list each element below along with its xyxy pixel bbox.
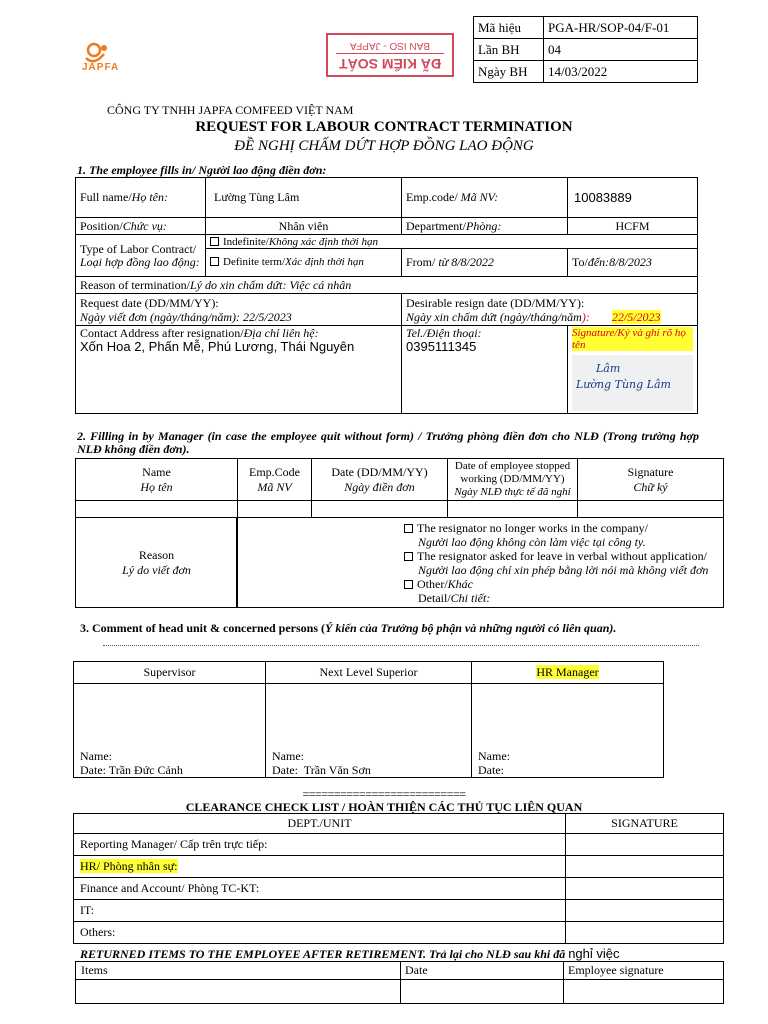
resign-date-text: Ngày xin chấm dứt (ngày/tháng/năm <box>406 309 582 324</box>
dept-unit-header: DEPT./UNIT <box>74 814 566 834</box>
address-value: Xốn Hoa 2, Phấn Mễ, Phú Lương, Thái Nguyên <box>80 339 355 354</box>
clearance-header-row <box>74 814 724 834</box>
signature-field <box>568 326 698 414</box>
indefinite-option <box>206 235 698 249</box>
docinfo-value: 04 <box>544 39 698 61</box>
docinfo-label: Lần BH <box>474 39 544 61</box>
department-label <box>402 218 568 235</box>
supervisor-header: Supervisor <box>74 662 266 684</box>
items-header: Items <box>76 962 401 980</box>
col-signature-en: Signature <box>627 464 674 479</box>
next-superior-date-label: Date: <box>272 763 298 777</box>
clearance-dept-label: IT: <box>74 900 566 922</box>
reason-title-en: Reason <box>138 547 175 562</box>
next-superior-name-value: Trần Văn Sơn <box>303 763 371 777</box>
option-other <box>404 577 723 591</box>
position-label-vi: Chức vụ: <box>122 218 167 233</box>
address-field <box>76 326 402 414</box>
docinfo-value: 14/03/2022 <box>544 61 698 83</box>
empcode-label-en: Emp.code/ <box>406 190 458 204</box>
clearance-dept-label: Others: <box>74 922 566 944</box>
col-empcode-en: Emp.Code <box>249 464 300 479</box>
col-stopped-date <box>448 459 578 501</box>
section-1-heading: 1. The employee fills in/ Người lao động điền đơn: <box>77 163 327 177</box>
address-row <box>76 326 698 414</box>
resign-date-label: Desirable resign date (DD/MM/YY): <box>406 295 585 310</box>
reason-options-row <box>76 518 724 608</box>
returned-empty-row <box>76 980 724 1004</box>
indefinite-label-vi: Không xác định thời hạn <box>268 235 378 248</box>
clearance-dept-label <box>74 856 566 878</box>
control-stamp <box>326 33 454 77</box>
definite-label-en: Definite term/ <box>223 256 286 268</box>
date-cell[interactable] <box>401 980 564 1004</box>
resign-date-text-end: ): <box>581 309 590 324</box>
returned-heading-text: RETURNED ITEMS TO THE EMPLOYEE AFTER RETIREMENT. Trả lại cho NLĐ sau khi đã <box>80 947 566 961</box>
resign-date-line <box>406 310 697 324</box>
clearance-row <box>74 900 724 922</box>
next-superior-date-line <box>272 763 471 777</box>
contract-type-row <box>76 235 698 249</box>
logo-text: JAPFA <box>82 62 120 73</box>
fullname-label-en: Full name/ <box>80 190 132 204</box>
tel-field <box>402 326 568 414</box>
manager-empcode-cell[interactable] <box>238 501 312 518</box>
supervisor-date-label: Date: <box>80 763 106 777</box>
request-date-field <box>76 294 402 326</box>
position-label <box>76 218 206 235</box>
section-2-heading: 2. Filling in by Manager (in case the employee quit without form) / Trưởng phòng điền đơn cho NLĐ (Trong trường hợp NLĐ không điền đơn). <box>77 429 699 456</box>
clearance-sign-cell[interactable] <box>566 834 724 856</box>
reason-label: Reason of termination/ <box>80 277 190 292</box>
option-other-label-en: Other/ <box>417 576 448 591</box>
col-empcode <box>238 459 312 501</box>
next-superior-header: Next Level Superior <box>266 662 472 684</box>
hr-manager-sign-area[interactable] <box>472 684 664 748</box>
empcode-label <box>402 178 568 218</box>
to-label: To/ <box>572 255 588 269</box>
separator-line: ========================== <box>302 787 466 801</box>
reason-cell <box>76 518 238 608</box>
manager-signature-cell[interactable] <box>578 501 724 518</box>
clearance-sign-cell[interactable] <box>566 922 724 944</box>
title-vi: ĐỀ NGHỊ CHẤM DỨT HỢP ĐỒNG LAO ĐỘNG <box>234 138 534 154</box>
manager-fill-table <box>75 458 724 608</box>
reason-title-vi: Lý do viết đơn <box>122 562 191 577</box>
hr-manager-header <box>472 662 664 684</box>
col-empcode-vi: Mã NV <box>257 479 292 494</box>
from-date <box>402 249 568 277</box>
stamp-line-2: BAN ISO - JAPFA <box>336 40 444 54</box>
from-label: From/ <box>406 255 436 269</box>
option-2-label-en: The resignator asked for leave in verbal without application/ <box>417 548 707 563</box>
col-date-vi: Ngày điền đơn <box>344 479 415 494</box>
contract-type-label-en: Type of Labor Contract/ <box>80 241 197 256</box>
manager-empty-row <box>76 501 724 518</box>
document-info-table <box>473 16 698 83</box>
company-name: CÔNG TY TNHH JAPFA COMFEED VIỆT NAM <box>107 103 354 117</box>
address-label <box>80 326 401 340</box>
resign-date-field <box>402 294 698 326</box>
detail-label-vi: Chi tiết: <box>450 590 491 605</box>
supervisor-name-date <box>74 748 266 778</box>
clearance-dept-label: Finance and Account/ Phòng TC-KT: <box>74 878 566 900</box>
fullname-value: Lường Tùng Lâm <box>206 178 402 218</box>
department-label-en: Department/ <box>406 218 466 233</box>
comment-dotted-line <box>103 645 699 646</box>
section-3-heading <box>80 621 616 636</box>
docinfo-row <box>474 17 698 39</box>
section-3-heading-en: 3. Comment of head unit & concerned persons ( <box>80 621 325 635</box>
hr-manager-name-label: Name: <box>478 749 510 763</box>
from-value: từ 8/8/2022 <box>435 255 494 269</box>
supervisor-name-value: Trần Đức Cảnh <box>108 763 183 777</box>
approval-table <box>73 661 664 778</box>
next-superior-sign-area[interactable] <box>266 684 472 748</box>
detail-line <box>404 591 723 605</box>
request-date-value: Ngày viết đơn (ngày/tháng/năm): 22/5/2023 <box>80 309 292 324</box>
option-other-label-vi: Khác <box>447 576 473 591</box>
approval-name-row <box>74 748 664 778</box>
clearance-row <box>74 856 724 878</box>
hr-manager-label: HR Manager <box>536 665 599 679</box>
reason-options <box>238 518 724 608</box>
definite-label-vi: Xác định thời hạn <box>285 256 364 268</box>
position-value: Nhân viên <box>206 218 402 235</box>
clearance-sign-cell[interactable] <box>566 878 724 900</box>
returned-items-table <box>75 961 724 1004</box>
signature-line-1: Lâm <box>596 362 621 375</box>
date-header: Date <box>401 962 564 980</box>
reason-divider <box>236 517 237 607</box>
clearance-row <box>74 834 724 856</box>
col-signature-vi: Chữ ký <box>633 479 668 494</box>
company-logo <box>82 40 142 74</box>
empcode-value: 10083889 <box>568 178 698 218</box>
employee-info-table <box>75 177 698 414</box>
tel-value: 0395111345 <box>406 339 477 354</box>
docinfo-label: Mã hiệu <box>474 17 544 39</box>
fullname-label <box>76 178 206 218</box>
option-1-label-vi: Người lao động không còn làm việc tại công ty. <box>418 534 646 549</box>
manager-stopped-cell[interactable] <box>448 501 578 518</box>
date-row <box>76 294 698 326</box>
clearance-row <box>74 878 724 900</box>
clearance-signature-header: SIGNATURE <box>566 814 724 834</box>
supervisor-date-line <box>80 763 265 777</box>
reason-field <box>76 277 698 294</box>
indefinite-checkbox[interactable] <box>210 237 219 246</box>
definite-option <box>206 249 402 277</box>
indefinite-label-en: Indefinite/ <box>223 235 269 248</box>
items-cell[interactable] <box>76 980 401 1004</box>
address-label-vi: Địa chỉ liên hệ: <box>243 326 319 340</box>
clearance-sign-cell[interactable] <box>566 900 724 922</box>
option-1-checkbox[interactable] <box>404 524 413 533</box>
to-value: đến:8/8/2023 <box>587 255 652 269</box>
manager-date-cell[interactable] <box>312 501 448 518</box>
hr-manager-name-date <box>472 748 664 778</box>
option-1 <box>404 521 723 535</box>
clearance-row <box>74 922 724 944</box>
clearance-table <box>73 813 724 944</box>
option-2 <box>404 549 723 563</box>
approval-sign-row <box>74 684 664 748</box>
docinfo-value: PGA-HR/SOP-04/F-01 <box>544 17 698 39</box>
position-row <box>76 218 698 235</box>
department-value: HCFM <box>568 218 698 235</box>
department-label-vi: Phòng: <box>465 218 502 233</box>
col-name <box>76 459 238 501</box>
fullname-row <box>76 178 698 218</box>
fullname-label-vi: Họ tên: <box>131 190 168 204</box>
reason-row <box>76 277 698 294</box>
option-other-checkbox[interactable] <box>404 580 413 589</box>
option-2-label-vi: Người lao động chỉ xin phép bằng lời nói mà không viết đơn <box>418 562 709 577</box>
hr-dept-label: HR/ Phòng nhân sự: <box>80 859 178 873</box>
next-superior-name-date <box>266 748 472 778</box>
clearance-title: CLEARANCE CHECK LIST / HOÀN THIỆN CÁC THỦ TỤC LIÊN QUAN <box>185 800 583 814</box>
col-name-vi: Họ tên <box>140 479 173 494</box>
signature-image <box>572 355 693 411</box>
signature-label: Signature/Ký và ghi rõ họ tên <box>572 327 693 351</box>
tel-label: Tel./Điện thoại: <box>406 326 482 340</box>
detail-label-en: Detail/ <box>418 590 451 605</box>
col-date <box>312 459 448 501</box>
docinfo-row <box>474 39 698 61</box>
docinfo-row <box>474 61 698 83</box>
approval-header-row <box>74 662 664 684</box>
supervisor-sign-area[interactable] <box>74 684 266 748</box>
empcode-label-vi: Mã NV: <box>457 190 499 204</box>
col-stopped-date-vi: Ngày NLĐ thực tế đã nghỉ <box>454 486 571 498</box>
stamp-line-1: ĐÃ KIỂM SOÁT <box>339 56 441 72</box>
returned-heading-end: nghỉ việc <box>568 946 620 961</box>
section-3-heading-vi: Ý kiến của Trưởng bộ phận và những người có liên quan). <box>325 621 617 635</box>
resign-date-value: 22/5/2023 <box>611 309 661 324</box>
address-label-en: Contact Address after resignation/ <box>80 326 244 340</box>
clearance-dept-label: Reporting Manager/ Cấp trên trực tiếp: <box>74 834 566 856</box>
manager-name-cell[interactable] <box>76 501 238 518</box>
returned-items-heading <box>80 946 620 962</box>
definite-checkbox[interactable] <box>210 257 219 266</box>
employee-signature-header: Employee signature <box>564 962 724 980</box>
contract-type-label <box>76 235 206 277</box>
returned-header-row <box>76 962 724 980</box>
col-signature <box>578 459 724 501</box>
title-en: REQUEST FOR LABOUR CONTRACT TERMINATION <box>195 119 573 135</box>
option-1-label-en: The resignator no longer works in the company/ <box>417 520 648 535</box>
clearance-sign-cell[interactable] <box>566 856 724 878</box>
employee-signature-cell[interactable] <box>564 980 724 1004</box>
reason-value: Lý do xin chấm dứt: Việc cá nhân <box>189 277 352 292</box>
manager-header-row <box>76 459 724 501</box>
col-stopped-date-en: Date of employee stopped working (DD/MM/YY) <box>454 460 571 485</box>
to-date <box>568 249 698 277</box>
option-2-checkbox[interactable] <box>404 552 413 561</box>
hr-manager-date-label: Date: <box>478 763 504 777</box>
col-name-en: Name <box>142 464 171 479</box>
next-superior-name-label: Name: <box>272 749 304 763</box>
supervisor-name-label: Name: <box>80 749 112 763</box>
docinfo-label: Ngày BH <box>474 61 544 83</box>
request-date-label: Request date (DD/MM/YY): <box>80 295 219 310</box>
contract-type-label-vi: Loại hợp đồng lao động: <box>80 254 200 269</box>
col-date-en: Date (DD/MM/YY) <box>331 464 428 479</box>
signature-line-2: Lường Tùng Lâm <box>576 378 671 391</box>
position-label-en: Position/ <box>80 218 123 233</box>
